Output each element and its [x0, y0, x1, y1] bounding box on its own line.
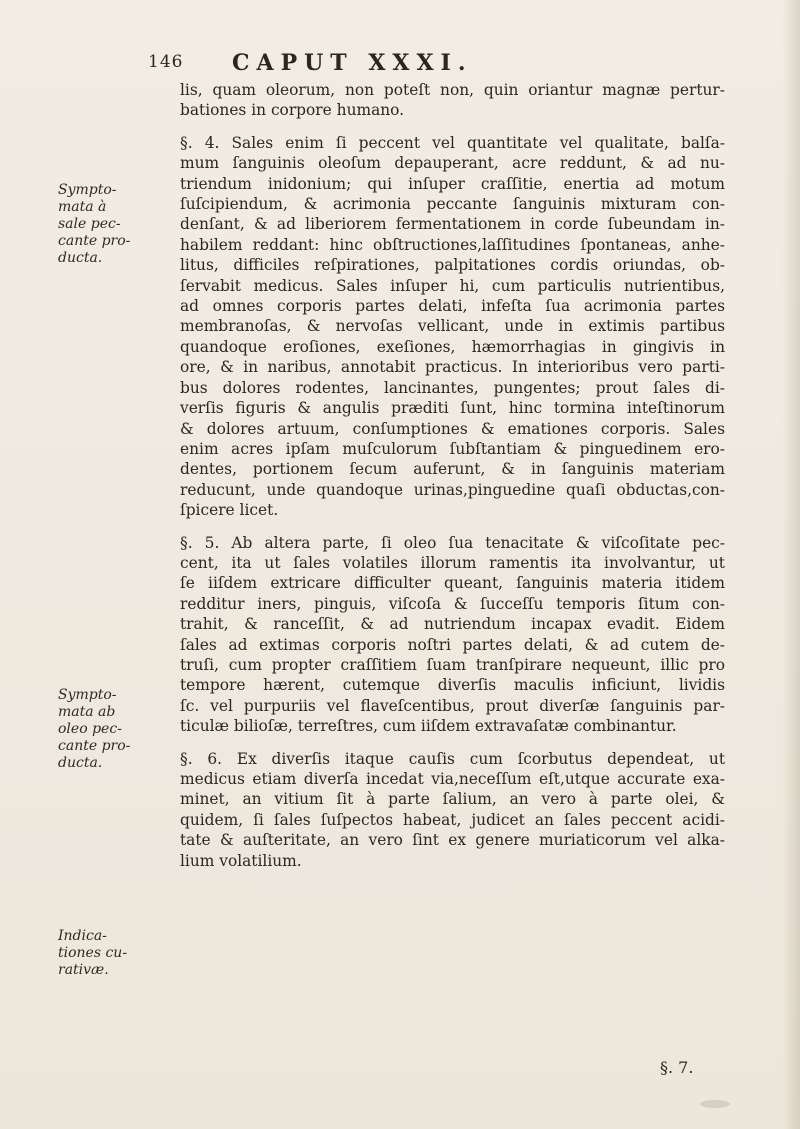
margin-note-line: rativæ. [58, 962, 109, 978]
page-edge-shadow [782, 0, 800, 1129]
text-line: tate & auſteritate, an vero ſint ex genere muriaticorum vel alka- [180, 831, 725, 850]
text-line: ſe iiſdem extricare difficulter queant, ſanguinis materia itidem [180, 574, 725, 593]
margin-note-line: oleo pec- [58, 721, 122, 737]
text-line: bationes in corpore humano. [180, 101, 405, 120]
margin-note-line: Sympto- [58, 182, 117, 198]
text-line: membranoſas, & nervoſas vellicant, unde in extimis partibus [180, 317, 725, 336]
paragraph-continuation [180, 80, 725, 121]
paragraph-section-6 [180, 749, 725, 871]
text-line: lis, quam oleorum, non poteſt non, quin oriantur magnæ pertur- [180, 81, 725, 99]
text-line: truſi, cum propter craſſitiem ſuam tranſpirare nequeunt, illic pro [180, 655, 725, 674]
margin-note-line: Sympto- [58, 687, 117, 703]
paragraph-section-4 [180, 133, 725, 521]
margin-note-line: cante pro- [58, 233, 131, 249]
margin-note-oleo [58, 687, 168, 772]
margin-note-line: mata ab [58, 704, 116, 720]
text-line: triendum inidonium; qui inſuper craſſitie, enertia ad motum [180, 174, 725, 193]
paragraph-section-5 [180, 533, 725, 737]
text-line: §. 6. Ex diverſis itaque cauſis cum ſcorbutus dependeat, ut [180, 749, 725, 768]
text-line: reducunt, unde quandoque urinas,pinguedine quaſi obductas,con- [180, 480, 725, 499]
text-line: ticulæ bilioſæ, terreſtres, cum iiſdem extravaſatæ combinantur. [180, 717, 677, 736]
margin-note-line: ducta. [58, 250, 103, 266]
margin-note-line: mata à [58, 199, 107, 215]
main-text [180, 80, 725, 871]
catchword: §. 7. [660, 1058, 694, 1077]
text-line: ſales ad extimas corporis noſtri partes delati, & ad cutem de- [180, 635, 725, 654]
text-line: quidem, ſi ſales ſuſpectos habeat, judicet an ſales peccent acidi- [180, 810, 725, 829]
text-line: denſant, & ad liberiorem fermentationem in corde ſubeundam in- [180, 215, 725, 234]
text-line: ſc. vel purpuriis vel flaveſcentibus, prout diverſæ ſanguinis par- [180, 696, 725, 715]
text-line: tempore hærent, cutemque diverſis maculis inficiunt, lividis [180, 676, 725, 695]
text-line: dentes, portionem ſecum auferunt, & in ſanguinis materiam [180, 460, 725, 479]
running-header [148, 50, 708, 80]
text-line: litus, difficiles reſpirationes, palpitationes cordis oriundas, ob- [180, 256, 725, 275]
margin-note-indicationes [58, 928, 168, 979]
text-line: quandoque eroſiones, exeſiones, hæmorrhagias in gingivis in [180, 337, 725, 356]
text-line: ad omnes corporis partes delati, infeſta ſua acrimonia partes [180, 297, 725, 316]
text-line: verſis figuris & angulis præditi ſunt, hinc tormina inteſtinorum [180, 399, 725, 418]
page-number: 146 [148, 52, 184, 72]
text-line: ſervabit medicus. Sales inſuper hi, cum particulis nutrientibus, [180, 276, 725, 295]
text-line: medicus etiam diverſa incedat via,neceſſum eſt,utque accurate exa- [180, 770, 725, 788]
margin-note-line: ducta. [58, 755, 103, 771]
text-line: enim acres ipſam muſculorum ſubſtantiam & pinguedinem ero- [180, 439, 725, 458]
text-line: bus dolores rodentes, lancinantes, pungentes; prout ſales di- [180, 378, 725, 397]
margin-note-line: sale pec- [58, 216, 121, 232]
text-line: mum ſanguinis oleoſum depauperant, acre reddunt, & ad nu- [180, 154, 725, 173]
text-line: habilem reddant: hinc obſtructiones,laſſitudines ſpontaneas, anhe- [180, 235, 725, 254]
margin-note-line: Indica- [58, 928, 107, 944]
text-line: ore, & in naribus, annotabit practicus. In interioribus vero parti- [180, 358, 725, 377]
text-line: ſpicere licet. [180, 501, 279, 520]
margin-note-line: cante pro- [58, 738, 131, 754]
text-line: trahit, & ranceſſit, & ad nutriendum incapax evadit. Eidem [180, 615, 725, 634]
text-line: redditur iners, pinguis, viſcoſa & ſucceſſu temporis ſitum con- [180, 594, 725, 613]
margin-note-sal [58, 182, 168, 267]
text-line: §. 4. Sales enim ſi peccent vel quantitate vel qualitate, balſa- [180, 133, 725, 152]
chapter-title: CAPUT XXXI. [232, 50, 473, 76]
text-line: lium volatilium. [180, 851, 302, 870]
text-line: ſuſcipiendum, & acrimonia peccante ſanguinis mixturam con- [180, 195, 725, 214]
text-line: cent, ita ut ſales volatiles illorum ramentis ita involvantur, ut [180, 553, 725, 572]
ink-smudge [700, 1100, 730, 1108]
margin-note-line: tiones cu- [58, 945, 128, 961]
text-line: minet, an vitium ſit à parte ſalium, an vero à parte olei, & [180, 790, 725, 809]
text-line: §. 5. Ab altera parte, ſi oleo ſua tenacitate & viſcoſitate pec- [180, 533, 725, 552]
text-line: & dolores artuum, conſumptiones & emationes corporis. Sales [180, 419, 725, 438]
